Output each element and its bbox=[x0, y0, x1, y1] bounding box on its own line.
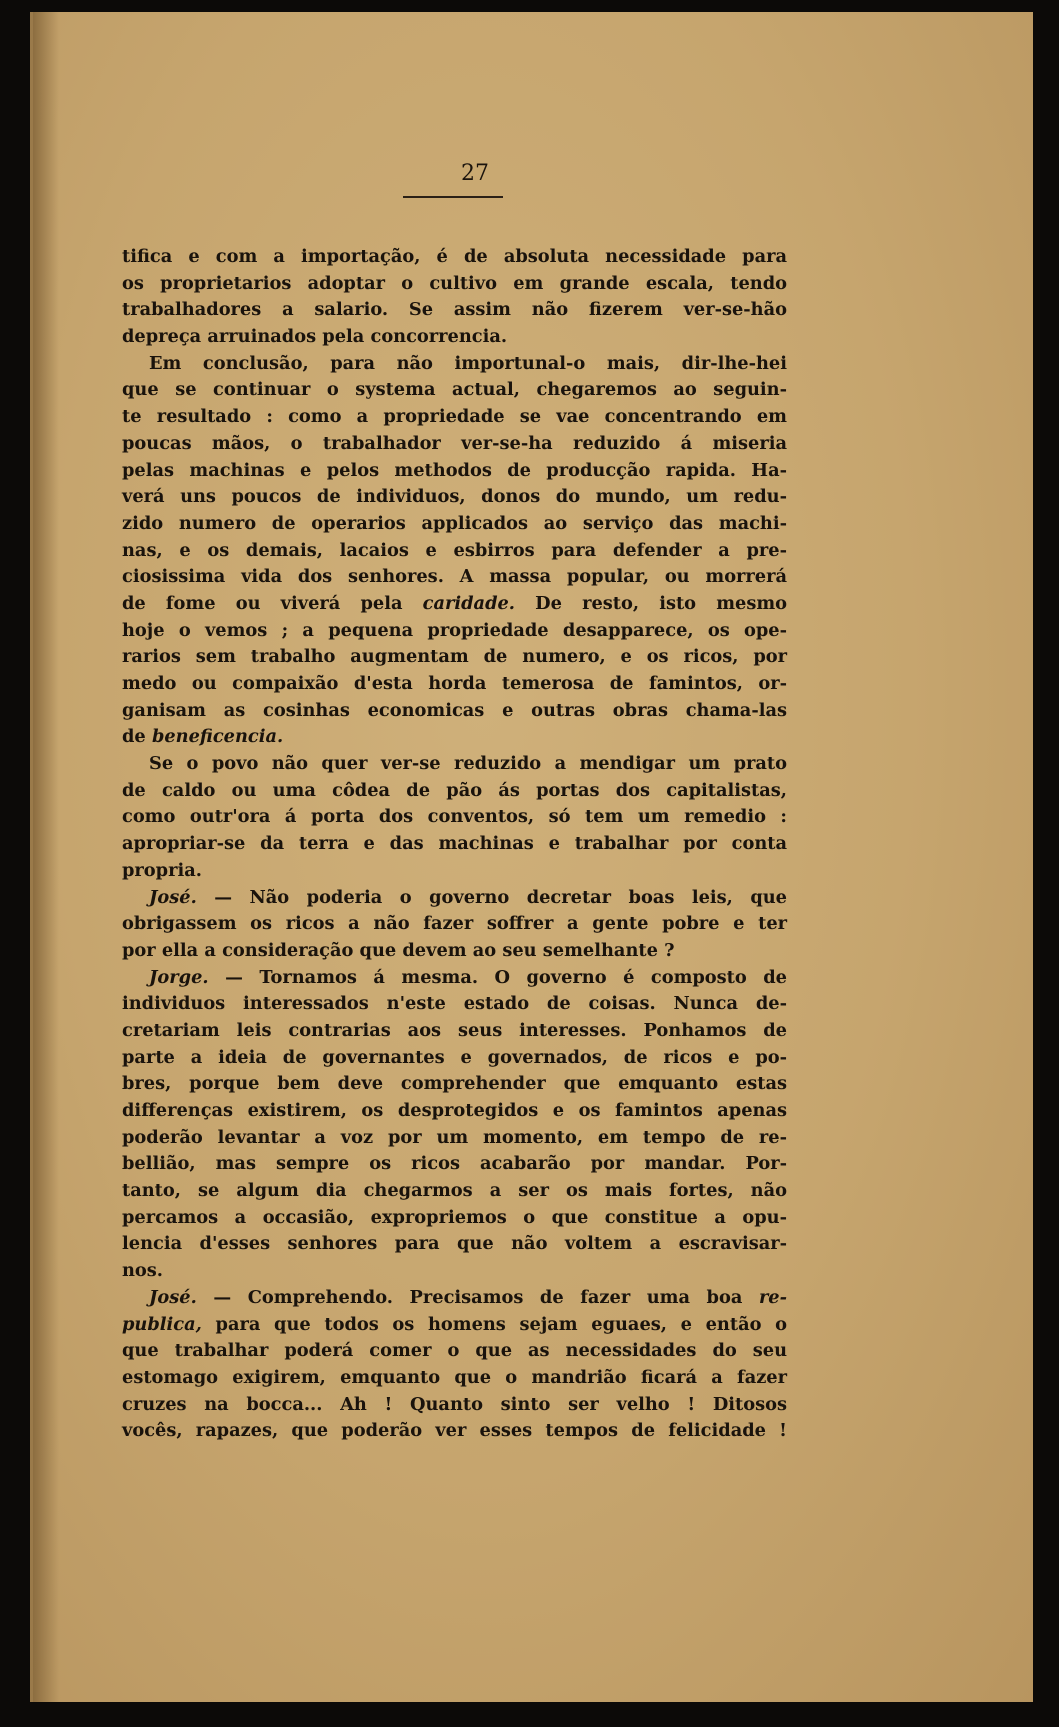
text-line: verá uns poucos de individuos, donos do mundo, um redu- bbox=[122, 486, 787, 508]
text-line: cruzes na bocca... Ah ! Quanto sinto ser velho ! Ditosos bbox=[122, 1393, 787, 1415]
text-line: os proprietarios adoptar o cultivo em grande escala, tendo bbox=[122, 272, 787, 294]
text-line bbox=[122, 1312, 787, 1339]
text-line: poderão levantar a voz por um momento, em tempo de re- bbox=[122, 1126, 787, 1148]
text-line: tanto, se algum dia chegarmos a ser os mais fortes, não bbox=[122, 1180, 787, 1202]
text-line: vocês, rapazes, que poderão ver esses tempos de felicidade ! bbox=[122, 1420, 787, 1442]
text-line: ciosissima vida dos senhores. A massa popular, ou morrerá bbox=[122, 566, 787, 588]
text-line bbox=[122, 724, 787, 751]
text-line: nos. bbox=[122, 1260, 163, 1282]
text-line: tifica e com a importação, é de absoluta necessidade para bbox=[122, 246, 787, 267]
text-line: bres, porque bem deve comprehender que emquanto estas bbox=[122, 1073, 787, 1095]
text-line: propria. bbox=[122, 859, 202, 881]
text-line: medo ou compaixão d'esta horda temerosa de famintos, or- bbox=[122, 673, 787, 694]
speaker-name: José. bbox=[149, 886, 197, 908]
text-line: parte a ideia de governantes e governados, de ricos e po- bbox=[122, 1046, 787, 1068]
text-line: percamos a occasião, expropriemos o que constitue a opu- bbox=[122, 1206, 787, 1228]
text-line: te resultado : como a propriedade se vae concentrando em bbox=[122, 406, 787, 428]
text-line: rarios sem trabalho augmentam de numero, e os ricos, por bbox=[122, 646, 787, 668]
text-line: que se continuar o systema actual, chegaremos ao seguin- bbox=[122, 379, 787, 401]
text-line: por ella a consideração que devem ao seu semelhante ? bbox=[122, 939, 675, 961]
text-line: differenças existirem, os desprotegidos e os famintos apenas bbox=[122, 1100, 787, 1121]
page-number-rule bbox=[403, 196, 503, 198]
body-text bbox=[122, 244, 787, 1445]
text-line: hoje o vemos ; a pequena propriedade desapparece, os ope- bbox=[122, 619, 787, 641]
text-line: poucas mãos, o trabalhador ver-se-ha reduzido á miseria bbox=[122, 432, 787, 454]
text-line: estomago exigirem, emquanto que o mandrião ficará a fazer bbox=[122, 1366, 787, 1388]
text-line: que trabalhar poderá comer o que as necessidades do seu bbox=[122, 1340, 787, 1362]
speaker-name: José. bbox=[149, 1286, 197, 1308]
page-number: 27 bbox=[461, 161, 489, 186]
text-run: para que todos os homens sejam eguaes, e então o bbox=[201, 1313, 787, 1335]
text-line bbox=[122, 591, 787, 618]
text-line: bellião, mas sempre os ricos acabarão por mandar. Por- bbox=[122, 1153, 787, 1175]
text-line: nas, e os demais, lacaios e esbirros para defender a pre- bbox=[122, 539, 787, 561]
text-line: pelas machinas e pelos methodos de producção rapida. Ha- bbox=[122, 459, 787, 481]
text-run: de fome ou viverá pela bbox=[122, 592, 423, 614]
text-line: como outr'ora á porta dos conventos, só tem um remedio : bbox=[122, 806, 787, 828]
text-line: cretariam leis contrarias aos seus interesses. Ponhamos de bbox=[122, 1019, 787, 1041]
text-line: Em conclusão, para não importunal-o mais, dir-lhe-hei bbox=[149, 352, 787, 374]
text-line: lencia d'esses senhores para que não voltem a escravisar- bbox=[122, 1233, 787, 1255]
text-line: obrigassem os ricos a não fazer soffrer a gente pobre e ter bbox=[122, 913, 787, 935]
text-line: individuos interessados n'este estado de coisas. Nunca de- bbox=[122, 993, 787, 1015]
italic-word: beneficencia. bbox=[151, 726, 284, 748]
text-line: trabalhadores a salario. Se assim não fizerem ver-se-hão bbox=[122, 299, 787, 321]
italic-word: caridade. bbox=[422, 592, 516, 614]
page-gutter-shadow bbox=[33, 12, 59, 1702]
text-run: de bbox=[122, 726, 152, 748]
text-line: de caldo ou uma côdea de pão ás portas dos capitalistas, bbox=[122, 779, 787, 801]
text-line: Se o povo não quer ver-se reduzido a mendigar um prato bbox=[149, 753, 787, 775]
text-run: — Não poderia o governo decretar boas leis, que bbox=[196, 886, 787, 908]
italic-word: re- bbox=[758, 1286, 787, 1308]
text-line: depreça arruinados pela concorrencia. bbox=[122, 326, 508, 348]
book-page bbox=[30, 12, 1033, 1702]
text-run: De resto, isto mesmo bbox=[515, 592, 788, 614]
italic-word: publica, bbox=[122, 1313, 202, 1335]
text-line bbox=[122, 885, 787, 912]
text-line bbox=[122, 1285, 787, 1312]
text-line bbox=[122, 965, 787, 992]
text-line: ganisam as cosinhas economicas e outras obras chama-las bbox=[122, 699, 787, 721]
speaker-name: Jorge. bbox=[149, 966, 209, 988]
text-line: zido numero de operarios applicados ao serviço das machi- bbox=[122, 512, 787, 534]
text-line: apropriar-se da terra e das machinas e trabalhar por conta bbox=[122, 833, 787, 855]
text-run: — Comprehendo. Precisamos de fazer uma boa bbox=[196, 1286, 759, 1308]
text-run: — Tornamos á mesma. O governo é composto de bbox=[208, 966, 787, 988]
